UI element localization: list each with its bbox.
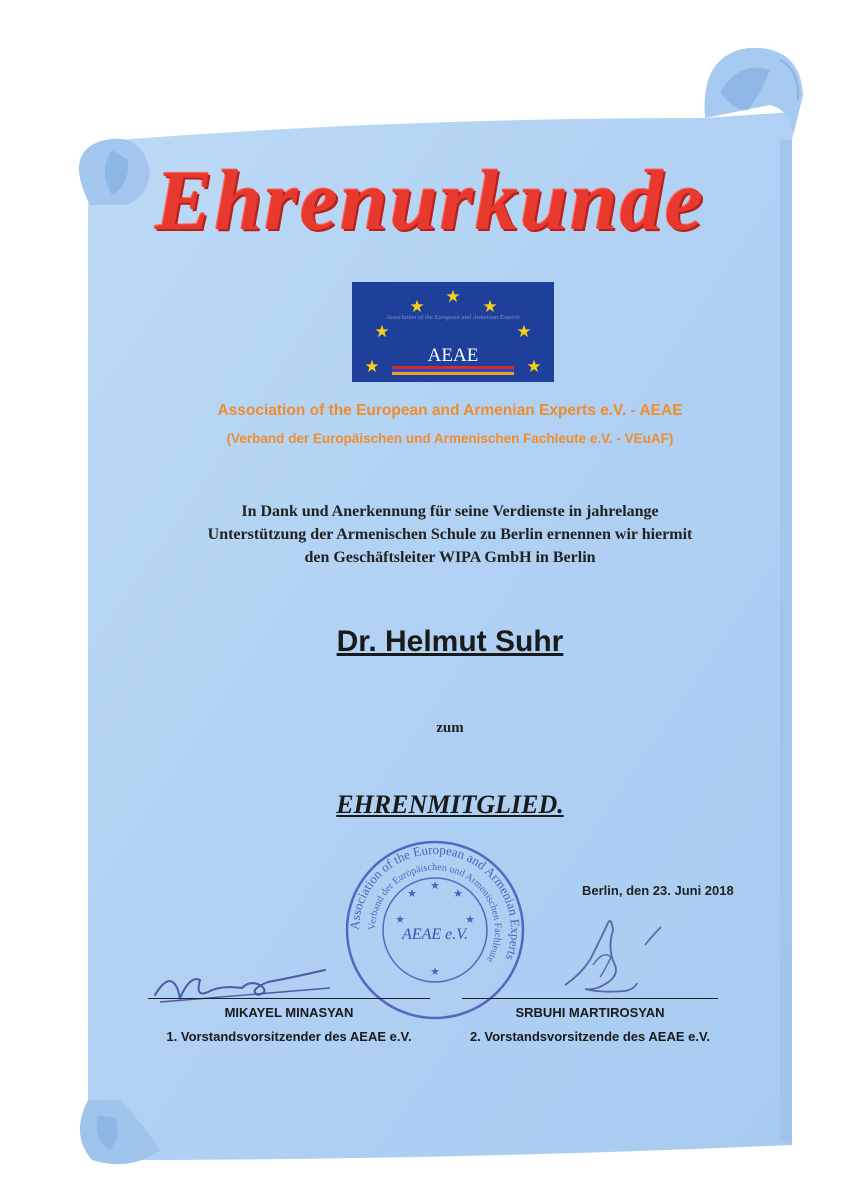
signatory-name: SRBUHI MARTIROSYAN (515, 1005, 665, 1020)
organization-name-en: Association of the European and Armenian Experts e.V. - AEAE (217, 402, 683, 419)
aeae-seal (340, 835, 530, 1025)
signature-right (545, 905, 675, 1000)
signature-line (462, 998, 718, 999)
seal-star-icon: ★ (465, 913, 475, 926)
intro-text (130, 500, 770, 569)
seal-star-icon: ★ (430, 879, 440, 892)
recipient-name-row (0, 625, 860, 659)
signatory-name: MIKAYEL MINASYAN (224, 1005, 354, 1020)
seal-star-icon: ★ (407, 887, 417, 900)
logo-ring-text: Association of the European and Armenian Experts (386, 314, 520, 321)
seal-star-icon: ★ (430, 965, 440, 978)
signature-line (148, 998, 430, 999)
star-icon: ★ (364, 357, 380, 377)
signatory-role: 1. Vorstandsvorsitzender des AEAE e.V. (166, 1029, 412, 1044)
star-icon: ★ (526, 357, 542, 377)
star-icon: ★ (482, 297, 498, 317)
rank-row (0, 790, 860, 820)
signatory-role: 2. Vorstandsvorsitzende des AEAE e.V. (469, 1029, 711, 1044)
star-icon: ★ (409, 297, 425, 317)
seal-center-text: AEAE e.V. (402, 926, 468, 943)
intro-line: Unterstützung der Armenischen Schule zu Berlin ernennen wir hiermit (207, 526, 693, 543)
seal-ring-text-inner: Verband der Europäischen und Armenischen Fachleute (366, 861, 504, 965)
seal-star-icon: ★ (395, 913, 405, 926)
seal-ring-text: Association of the European and Armenian Experts (346, 841, 524, 963)
star-icon: ★ (445, 287, 461, 307)
recipient-name: Dr. Helmut Suhr (336, 625, 564, 658)
honorary-rank: EHRENMITGLIED. (336, 790, 564, 819)
signatory-left (148, 998, 430, 1044)
aeae-logo (352, 282, 554, 382)
logo-acronym: AEAE (427, 345, 479, 366)
star-icon: ★ (516, 322, 532, 342)
connector-text: zum (436, 720, 464, 736)
intro-line: In Dank und Anerkennung für seine Verdienste in jahrelange (241, 503, 659, 520)
signatory-right (462, 998, 718, 1044)
intro-line: den Geschäftsleiter WIPA GmbH in Berlin (304, 549, 596, 566)
star-icon: ★ (374, 322, 390, 342)
certificate-title: Ehrenurkunde (155, 152, 705, 248)
seal-star-icon: ★ (453, 887, 463, 900)
organization-name-de: (Verband der Europäischen und Armenischen Fachleute e.V. - VEuAF) (226, 431, 674, 446)
place-date: Berlin, den 23. Juni 2018 (582, 883, 734, 898)
